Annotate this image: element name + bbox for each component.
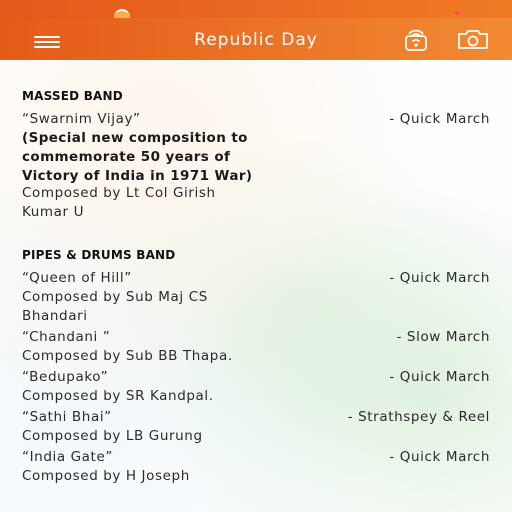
- status-bar: [0, 0, 512, 18]
- piece-type: - Quick March: [389, 449, 490, 465]
- broadcast-button[interactable]: [400, 27, 432, 51]
- page-title: Republic Day: [194, 30, 318, 50]
- list-item: [22, 270, 492, 288]
- piece-name: “Bedupako”: [22, 369, 109, 385]
- piece-name: “Swarnim Vijay”: [22, 111, 141, 127]
- piece-note: (Special new composition to: [22, 130, 248, 146]
- piece-note: Victory of India in 1971 War): [22, 168, 253, 184]
- section-title-massed-band: MASSED BAND: [22, 89, 123, 103]
- piece-note: commemorate 50 years of: [22, 149, 231, 165]
- menu-button[interactable]: [34, 36, 62, 50]
- hamburger-menu-icon: [34, 46, 60, 48]
- piece-composer: Composed by H Joseph: [22, 468, 190, 484]
- piece-type: - Quick March: [389, 369, 490, 385]
- list-item: [22, 409, 492, 427]
- piece-type: - Quick March: [389, 111, 490, 127]
- piece-composer: Bhandari: [22, 308, 88, 324]
- piece-composer: Composed by LB Gurung: [22, 428, 203, 444]
- piece-name: “Queen of Hill”: [22, 270, 132, 286]
- piece-composer: Composed by Sub BB Thapa.: [22, 348, 233, 364]
- piece-type: - Quick March: [389, 270, 490, 286]
- app-bar: [0, 18, 512, 60]
- hamburger-menu-icon: [34, 41, 60, 43]
- list-item: [22, 329, 492, 347]
- piece-type: - Strathspey & Reel: [347, 409, 490, 425]
- piece-name: “India Gate”: [22, 449, 113, 465]
- hamburger-menu-icon: [34, 36, 60, 38]
- list-item: [22, 111, 492, 129]
- camera-icon: [456, 27, 490, 51]
- list-item: [22, 449, 492, 467]
- piece-composer: Kumar U: [22, 204, 85, 220]
- piece-composer: Composed by Sub Maj CS: [22, 289, 208, 305]
- list-item: [22, 369, 492, 387]
- camera-button[interactable]: [456, 27, 488, 51]
- section-title-pipes-drums-band: PIPES & DRUMS BAND: [22, 248, 176, 262]
- piece-name: “Chandani ”: [22, 329, 111, 345]
- wireless-broadcast-icon: [400, 27, 432, 51]
- piece-type: - Slow March: [396, 329, 490, 345]
- notification-dot-icon: [455, 11, 459, 15]
- piece-composer: Composed by SR Kandpal.: [22, 388, 214, 404]
- piece-composer: Composed by Lt Col Girish: [22, 185, 216, 201]
- piece-name: “Sathi Bhai”: [22, 409, 112, 425]
